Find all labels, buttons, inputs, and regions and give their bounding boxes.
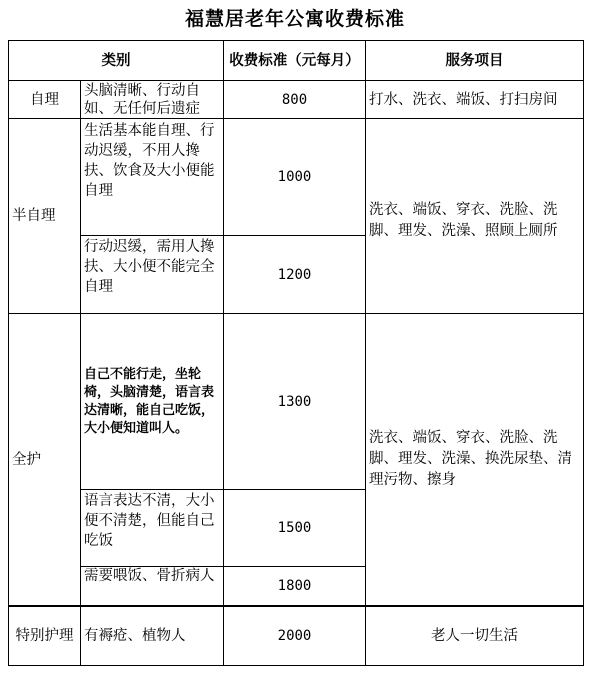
condition-full-care-1: 自己不能行走，坐轮椅，头脑清楚，语言表 达清晰，能自己吃饭， 大小便知道叫人。 [84,366,215,436]
fee-full-care-1: 1300 [277,393,312,410]
page-title: 福慧居老年公寓收费标准 [184,8,405,30]
category-full-care: 全护 [12,451,41,468]
grid-line [8,40,9,666]
header-service: 服务项目 [445,51,504,69]
service-full-care: 洗衣、端饭、穿衣、洗脸、洗脚、理发、洗澡、换洗尿垫、清理污物、擦身 [369,430,572,488]
category-semi-care: 半自理 [12,208,56,224]
fee-self-care: 800 [281,91,308,108]
category-special-care: 特别护理 [15,628,74,644]
header-fee: 收费标准（元每月） [229,51,360,69]
fee-full-care-3: 1800 [277,578,312,594]
grid-line [8,665,584,666]
condition-full-care-3: 需要喂饭、骨折病人 [84,568,215,584]
condition-full-care-2: 语言表达不清，大小便不清楚，但能自己吃饭 [84,493,215,549]
service-self-care: 打水、洗衣、端饭、打扫房间 [369,91,558,108]
fee-semi-care-1: 1000 [277,169,312,185]
fee-special-care: 2000 [277,628,312,644]
condition-special-care: 有褥疮、植物人 [84,628,186,644]
grid-line [583,40,584,666]
grid-line [80,80,81,666]
category-self-care: 自理 [30,91,59,108]
header-category: 类别 [101,51,131,69]
service-semi-care: 洗衣、端饭、穿衣、洗脸、洗脚、理发、洗澡、照顾上厕所 [369,202,558,239]
fee-full-care-2: 1500 [277,520,312,536]
grid-line [365,40,366,666]
condition-semi-care-2: 行动迟缓，需用人搀扶、大小便不能完全自理 [84,239,215,295]
condition-self-care: 头脑清晰、行动自如、无任何后遗症 [84,82,200,117]
service-special-care: 老人一切生活 [431,628,518,644]
fee-semi-care-2: 1200 [277,266,312,283]
condition-semi-care-1: 生活基本能自理、行动迟缓，不用人搀扶、饮食及大小便能自理 [84,123,215,199]
